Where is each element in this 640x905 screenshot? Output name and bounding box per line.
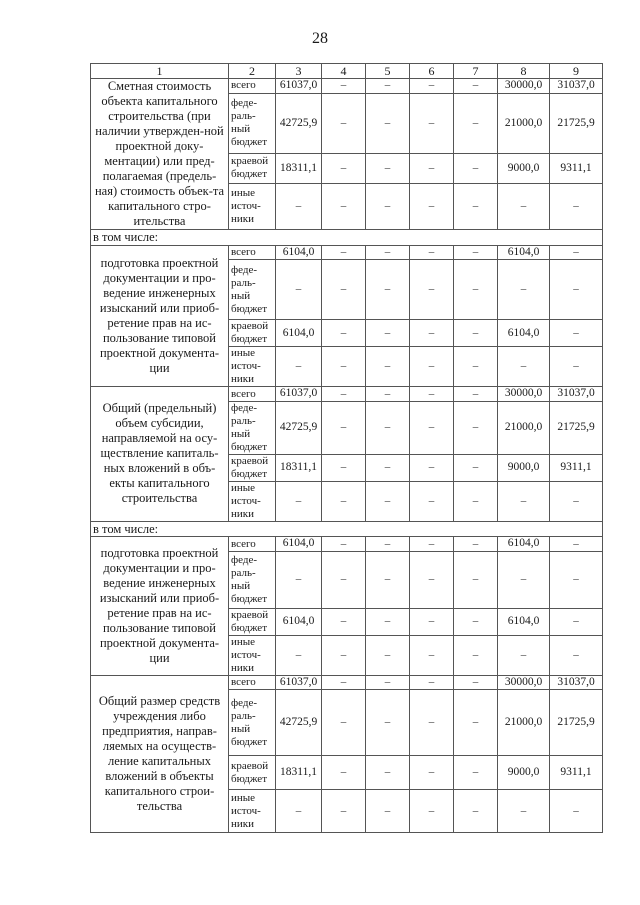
column-number: 6 <box>410 64 454 79</box>
value-cell: – <box>410 320 454 347</box>
value-cell: – <box>454 756 498 790</box>
value-cell: – <box>410 184 454 230</box>
table-row <box>91 79 603 94</box>
value-cell: – <box>410 635 454 675</box>
value-cell: – <box>454 347 498 387</box>
source-regional-line: краевой <box>231 759 269 772</box>
value-cell: 61037,0 <box>276 387 322 402</box>
value-cell: 61037,0 <box>276 79 322 94</box>
source-federal-line: раль- <box>231 277 256 289</box>
value-cell: – <box>366 790 410 833</box>
column-number: 9 <box>550 64 603 79</box>
value-cell: 42725,9 <box>276 690 322 756</box>
value-cell: – <box>410 260 454 320</box>
value-cell: – <box>498 551 550 608</box>
value-cell: 31037,0 <box>550 79 603 94</box>
value-cell: – <box>322 675 366 690</box>
row-description-subsidy-volume-design: подготовка проектной документации и про-ведение инженерных изысканий или приоб-ретение прав на ис-пользование типовой проектной документа-ции <box>91 537 229 675</box>
column-number: 8 <box>498 64 550 79</box>
source-other-line: ники <box>231 213 255 226</box>
source-total: всего <box>229 675 276 690</box>
value-cell: 6104,0 <box>276 245 322 260</box>
source-other-line: источ- <box>231 360 261 373</box>
value-cell: – <box>410 401 454 454</box>
value-cell: – <box>366 184 410 230</box>
table-row <box>91 675 603 690</box>
source-regional-line: краевой <box>231 454 269 467</box>
value-cell: 6104,0 <box>498 245 550 260</box>
value-cell: – <box>366 79 410 94</box>
value-cell: – <box>410 347 454 387</box>
source-federal-line: бюджет <box>231 302 267 315</box>
value-cell: – <box>550 347 603 387</box>
value-cell: – <box>410 608 454 635</box>
source-federal-line: ный <box>231 427 251 440</box>
value-cell: – <box>322 347 366 387</box>
source-federal-line: феде- <box>231 696 258 709</box>
source-regional-line: бюджет <box>231 621 267 634</box>
value-cell: – <box>322 245 366 260</box>
value-cell: – <box>454 260 498 320</box>
table-row <box>91 387 603 402</box>
value-cell: – <box>322 537 366 552</box>
source-other-line: ники <box>231 373 255 386</box>
value-cell: – <box>410 454 454 481</box>
value-cell: – <box>366 551 410 608</box>
value-cell: – <box>366 537 410 552</box>
source-federal-line: раль- <box>231 414 256 427</box>
value-cell: – <box>276 551 322 608</box>
value-cell: – <box>366 608 410 635</box>
value-cell: 30000,0 <box>498 387 550 402</box>
in-that-number-row <box>91 230 603 246</box>
value-cell: – <box>276 635 322 675</box>
source-federal-line: ный <box>231 289 251 302</box>
value-cell: – <box>454 93 498 153</box>
source-other <box>229 790 276 833</box>
value-cell: – <box>366 260 410 320</box>
source-federal-line: феде- <box>231 401 258 414</box>
value-cell: 9000,0 <box>498 153 550 183</box>
value-cell: – <box>454 320 498 347</box>
value-cell: 18311,1 <box>276 454 322 481</box>
source-federal-line: раль- <box>231 110 256 123</box>
source-other-line: источ- <box>231 648 261 661</box>
source-other-line: источ- <box>231 200 261 213</box>
source-regional-line: краевой <box>231 155 269 168</box>
row-description-institution-funds: Общий размер средств учреждения либо предприятия, направ-ляемых на осуществ-ление капитальных вложений в объекты капитального строи-тельства <box>91 675 229 833</box>
column-number: 7 <box>454 64 498 79</box>
value-cell: 42725,9 <box>276 93 322 153</box>
source-other <box>229 635 276 675</box>
value-cell: – <box>454 790 498 833</box>
value-cell: – <box>454 401 498 454</box>
source-federal-line: раль- <box>231 709 256 722</box>
value-cell: – <box>410 481 454 521</box>
value-cell: – <box>498 184 550 230</box>
source-regional-line: краевой <box>231 608 269 621</box>
value-cell: – <box>498 260 550 320</box>
source-federal-line: ный <box>231 123 251 136</box>
value-cell: 6104,0 <box>498 537 550 552</box>
value-cell: – <box>550 481 603 521</box>
source-federal-line: раль- <box>231 567 256 579</box>
column-number: 3 <box>276 64 322 79</box>
source-federal-line: бюджет <box>231 592 267 605</box>
value-cell: 61037,0 <box>276 675 322 690</box>
value-cell: – <box>322 608 366 635</box>
source-federal <box>229 551 276 608</box>
source-federal <box>229 93 276 153</box>
value-cell: – <box>550 635 603 675</box>
table-row <box>91 245 603 260</box>
value-cell: 9311,1 <box>550 756 603 790</box>
value-cell: – <box>410 245 454 260</box>
source-other-line: ники <box>231 817 255 830</box>
page-number: 28 <box>312 30 328 47</box>
source-federal <box>229 690 276 756</box>
value-cell: – <box>322 690 366 756</box>
source-regional-line: бюджет <box>231 168 267 181</box>
value-cell: – <box>366 93 410 153</box>
value-cell: – <box>454 675 498 690</box>
value-cell: – <box>454 245 498 260</box>
value-cell: – <box>366 387 410 402</box>
value-cell: – <box>410 790 454 833</box>
source-total: всего <box>229 79 276 94</box>
source-other-line: источ- <box>231 494 261 507</box>
source-other-line: иные <box>231 635 256 648</box>
value-cell: – <box>410 153 454 183</box>
source-federal-line: бюджет <box>231 735 267 748</box>
value-cell: – <box>454 387 498 402</box>
value-cell: 42725,9 <box>276 401 322 454</box>
value-cell: – <box>498 481 550 521</box>
value-cell: – <box>366 454 410 481</box>
value-cell: 30000,0 <box>498 79 550 94</box>
value-cell: – <box>366 347 410 387</box>
source-federal-line: бюджет <box>231 136 267 149</box>
source-regional <box>229 153 276 183</box>
source-total: всего <box>229 245 276 260</box>
value-cell: – <box>322 93 366 153</box>
source-federal-line: бюджет <box>231 440 267 453</box>
source-federal-line: ный <box>231 722 251 735</box>
source-other <box>229 481 276 521</box>
value-cell: – <box>454 481 498 521</box>
row-description-estimated-cost: Сметная стоимость объекта капитального строительства (при наличии утвержден-ной проектной доку-ментации) или пред-полагаемая (предель-ная) стоимость объек-та капитального стро-ительства <box>91 79 229 230</box>
value-cell: 9000,0 <box>498 454 550 481</box>
value-cell: – <box>366 756 410 790</box>
source-total: всего <box>229 537 276 552</box>
value-cell: – <box>550 790 603 833</box>
value-cell: – <box>366 690 410 756</box>
value-cell: – <box>322 454 366 481</box>
value-cell: – <box>276 260 322 320</box>
value-cell: 18311,1 <box>276 756 322 790</box>
value-cell: – <box>276 184 322 230</box>
source-regional <box>229 320 276 347</box>
value-cell: – <box>454 537 498 552</box>
row-description-subsidy-volume: Общий (предельный) объем субсидии, направляемой на осу-ществление капиталь-ных вложений в объ-екты капитального строительства <box>91 387 229 521</box>
value-cell: 6104,0 <box>498 320 550 347</box>
value-cell: – <box>410 690 454 756</box>
source-federal-line: ный <box>231 579 251 592</box>
value-cell: – <box>410 551 454 608</box>
source-regional-line: бюджет <box>231 467 267 480</box>
value-cell: – <box>454 454 498 481</box>
value-cell: – <box>454 690 498 756</box>
value-cell: 21725,9 <box>550 401 603 454</box>
source-regional <box>229 454 276 481</box>
value-cell: – <box>276 347 322 387</box>
column-number-row <box>91 64 603 79</box>
value-cell: – <box>498 635 550 675</box>
source-other <box>229 347 276 387</box>
value-cell: – <box>322 401 366 454</box>
value-cell: – <box>410 387 454 402</box>
value-cell: 18311,1 <box>276 153 322 183</box>
value-cell: 31037,0 <box>550 675 603 690</box>
value-cell: – <box>366 481 410 521</box>
value-cell: 30000,0 <box>498 675 550 690</box>
value-cell: – <box>454 184 498 230</box>
value-cell: 9000,0 <box>498 756 550 790</box>
source-other-line: иные <box>231 347 256 360</box>
table-row <box>91 537 603 552</box>
value-cell: 21000,0 <box>498 401 550 454</box>
source-regional <box>229 608 276 635</box>
value-cell: – <box>366 401 410 454</box>
value-cell: 9311,1 <box>550 454 603 481</box>
in-that-number-row <box>91 521 603 537</box>
value-cell: – <box>454 153 498 183</box>
source-federal-line: феде- <box>231 554 258 567</box>
value-cell: – <box>550 608 603 635</box>
value-cell: – <box>366 675 410 690</box>
value-cell: – <box>410 675 454 690</box>
source-regional-line: краевой <box>231 320 269 333</box>
value-cell: – <box>322 79 366 94</box>
value-cell: – <box>498 790 550 833</box>
value-cell: – <box>410 537 454 552</box>
value-cell: – <box>550 260 603 320</box>
column-number: 4 <box>322 64 366 79</box>
value-cell: – <box>410 79 454 94</box>
value-cell: – <box>276 790 322 833</box>
value-cell: 21000,0 <box>498 93 550 153</box>
source-federal <box>229 260 276 320</box>
value-cell: 9311,1 <box>550 153 603 183</box>
source-federal <box>229 401 276 454</box>
source-other-line: иные <box>231 481 256 494</box>
value-cell: – <box>322 481 366 521</box>
value-cell: – <box>366 320 410 347</box>
column-number: 1 <box>91 64 229 79</box>
column-number: 5 <box>366 64 410 79</box>
source-other-line: ники <box>231 661 255 674</box>
row-description-estimated-cost-design: подготовка проектной документации и про-ведение инженерных изысканий или приоб-ретение прав на ис-пользование типовой проектной документа-ции <box>91 245 229 386</box>
value-cell: – <box>550 537 603 552</box>
value-cell: – <box>366 153 410 183</box>
source-other-line: источ- <box>231 804 261 817</box>
value-cell: – <box>410 756 454 790</box>
source-total: всего <box>229 387 276 402</box>
value-cell: – <box>550 245 603 260</box>
source-other-line: иные <box>231 187 256 200</box>
in-that-number-label: в том числе: <box>91 230 603 246</box>
value-cell: – <box>454 551 498 608</box>
value-cell: – <box>322 260 366 320</box>
value-cell: 21725,9 <box>550 93 603 153</box>
value-cell: – <box>550 320 603 347</box>
value-cell: – <box>322 790 366 833</box>
value-cell: – <box>550 551 603 608</box>
column-number: 2 <box>229 64 276 79</box>
value-cell: – <box>550 184 603 230</box>
value-cell: – <box>410 93 454 153</box>
value-cell: 31037,0 <box>550 387 603 402</box>
in-that-number-label: в том числе: <box>91 521 603 537</box>
capital-investment-table <box>90 63 603 833</box>
value-cell: – <box>366 635 410 675</box>
source-other-line: иные <box>231 791 256 804</box>
value-cell: – <box>322 756 366 790</box>
source-federal-line: феде- <box>231 264 258 277</box>
source-regional <box>229 756 276 790</box>
value-cell: – <box>498 347 550 387</box>
value-cell: 6104,0 <box>276 320 322 347</box>
source-regional-line: бюджет <box>231 333 267 346</box>
value-cell: – <box>322 320 366 347</box>
value-cell: – <box>454 635 498 675</box>
value-cell: – <box>454 608 498 635</box>
source-other-line: ники <box>231 507 255 520</box>
value-cell: – <box>322 551 366 608</box>
value-cell: 6104,0 <box>276 608 322 635</box>
value-cell: – <box>366 245 410 260</box>
source-other <box>229 184 276 230</box>
value-cell: – <box>322 153 366 183</box>
value-cell: 6104,0 <box>276 537 322 552</box>
value-cell: 6104,0 <box>498 608 550 635</box>
value-cell: 21000,0 <box>498 690 550 756</box>
value-cell: – <box>454 79 498 94</box>
value-cell: – <box>322 387 366 402</box>
value-cell: 21725,9 <box>550 690 603 756</box>
source-regional-line: бюджет <box>231 772 267 785</box>
value-cell: – <box>276 481 322 521</box>
value-cell: – <box>322 635 366 675</box>
value-cell: – <box>322 184 366 230</box>
source-federal-line: феде- <box>231 97 258 110</box>
